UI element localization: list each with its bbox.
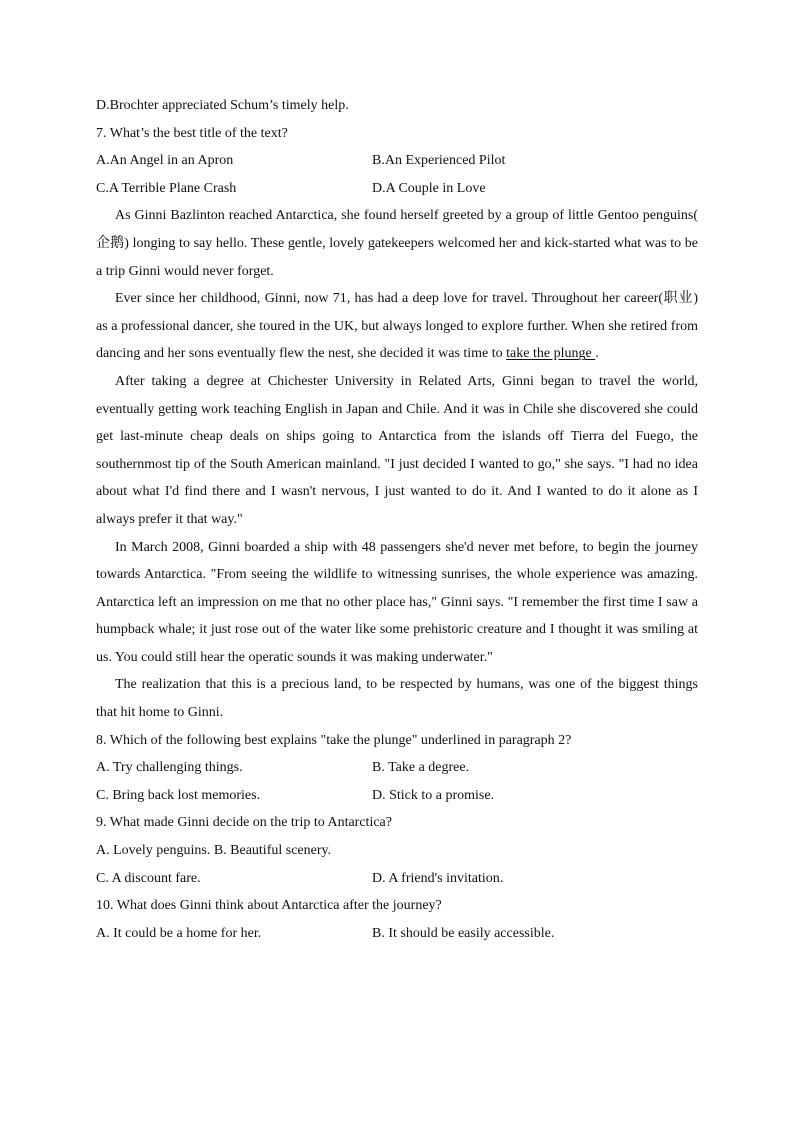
p2-text-before: Ever since her childhood, Ginni, now 71, has had a deep love for travel. Throughout her career(职业) as a professional dancer, she toured in the UK, but always longed to explore further. When she retired from dancing and her sons eventually flew the nest, she decided it was time to [96,291,698,362]
p2-text-after: . [595,346,599,362]
q10-options-row-1 [96,920,698,948]
q10-question: 10. What does Ginni think about Antarctica after the journey? [96,898,442,914]
passage-paragraph-3: After taking a degree at Chichester University in Related Arts, Ginni began to travel the world, eventually getting work teaching English in Japan and Chile. And it was in Chile she discovered she could get last-minute cheap deals on ships going to Antarctica from the islands off Tierra del Fuego, the southernmost tip of the South American mainland. "I just decided I wanted to go," she says. "I had no idea about what I'd find there and I wasn't nervous, I just wanted to do it. And I wanted to do it alone as I always prefer it that way." [96,373,698,527]
q6-option-d: D.Brochter appreciated Schum’s timely help. [96,98,349,113]
q8-option-b: B. Take a degree. [372,760,470,776]
q8-question: 8. Which of the following best explains "take the plunge" underlined in paragraph 2? [96,732,572,748]
q8-option-a: A. Try challenging things. [96,760,243,776]
q9-option-d: D. A friend's invitation. [372,870,504,886]
q7-option-b: B.An Experienced Pilot [372,153,506,169]
q7-question: 7. What’s the best title of the text? [96,125,288,141]
q8-option-d: D. Stick to a promise. [372,787,495,803]
q7-option-a: A.An Angel in an Apron [96,153,234,169]
passage-paragraph-5: The realization that this is a precious land, to be respected by humans, was one of the biggest things that hit home to Ginni. [96,677,698,721]
q7-option-d: D.A Couple in Love [372,180,486,196]
q8-options-row-2 [96,782,698,810]
passage-paragraph-4: In March 2008, Ginni boarded a ship with 48 passengers she'd never met before, to begin the journey towards Antarctica. "From seeing the wildlife to witnessing sunrises, the whole experience was amazing. Antarctica left an impression on me that no other place has," Ginni says. "I remember the first time I saw a humpback whale; it just rose out of the water like some prehistoric creature and I thought it was smiling at us. You could still hear the operatic sounds it was making underwater." [96,539,698,665]
passage-paragraph-1: As Ginni Bazlinton reached Antarctica, she found herself greeted by a group of little Gentoo penguins( 企鹅) longing to say hello. These gentle, lovely gatekeepers welcomed her and kick-started what was to be a trip Ginni would never forget. [96,208,698,279]
underlined-phrase: take the plunge [506,346,596,362]
q10-option-a: A. It could be a home for her. [96,925,262,941]
q9-question: 9. What made Ginni decide on the trip to Antarctica? [96,815,392,831]
q8-options-row-1 [96,754,698,782]
q9-options-row-2 [96,865,698,893]
q7-options-row-1 [96,147,698,175]
q7-option-c: C.A Terrible Plane Crash [96,180,237,196]
passage-paragraph-2 [96,285,698,368]
q9-option-c: C. A discount fare. [96,870,201,886]
q7-options-row-2 [96,175,698,203]
q10-option-b: B. It should be easily accessible. [372,925,555,941]
q9-options-ab: A. Lovely penguins. B. Beautiful scenery. [96,843,332,859]
exam-page [96,92,698,947]
q8-option-c: C. Bring back lost memories. [96,787,261,803]
